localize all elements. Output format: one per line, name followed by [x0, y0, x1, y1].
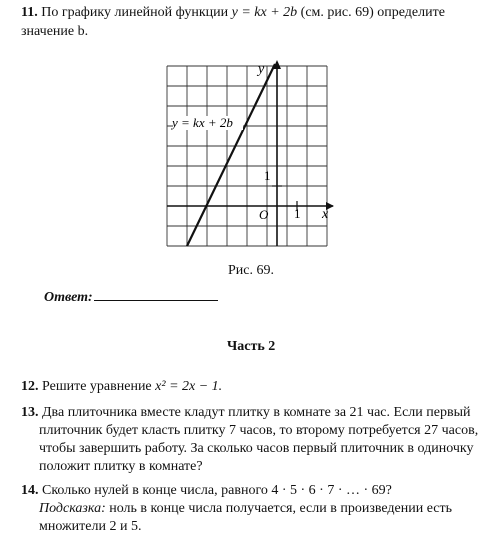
graph-grid: [167, 66, 327, 246]
problem-11-formula: y = kx + 2b: [231, 5, 298, 20]
axis-label-y: y: [258, 62, 265, 77]
x-axis: [167, 202, 334, 210]
problem-13-line-4: положит плитку в комнате?: [39, 459, 203, 474]
problem-12-equation: x² = 2x − 1.: [155, 379, 223, 394]
y-axis: [273, 60, 281, 246]
origin-label: O: [259, 207, 269, 222]
problem-13-line-2: плиточник будет класть плитку 7 часов, то второму потребуется 27 часов,: [39, 423, 479, 438]
problem-11-number: 11.: [21, 5, 38, 20]
hint-text: ноль в конце числа получается, если в произведении есть: [109, 501, 453, 516]
problem-14-hint-line-2: множители 2 и 5.: [39, 519, 142, 534]
problem-14-text: Сколько нулей в конце числа, равного 4 · 5 · 6 · 7 · … · 69?: [42, 483, 392, 498]
figure-caption: Рис. 69.: [228, 263, 274, 278]
problem-12: [21, 378, 222, 395]
answer-line: [94, 300, 218, 301]
tick-label-x: 1: [294, 206, 301, 221]
problem-12-text: Решите уравнение: [42, 379, 152, 394]
problem-13-text-1: Два плиточника вместе кладут плитку в комнате за 21 час. Если первый: [42, 405, 471, 420]
line-label: y = kx + 2b: [172, 115, 233, 130]
problem-13-number: 13.: [21, 405, 39, 420]
problem-13-line-1: [21, 404, 470, 421]
problem-11-text-b: (см. рис. 69) определите: [300, 5, 445, 20]
problem-11-line-2: значение b.: [21, 24, 89, 39]
axis-label-x: x: [322, 207, 329, 222]
tick-label-y: 1: [264, 168, 271, 183]
answer-label: Ответ:: [44, 290, 93, 305]
problem-12-number: 12.: [21, 379, 39, 394]
problem-14-number: 14.: [21, 483, 39, 498]
problem-14-hint: [39, 500, 452, 517]
part-2-title: Часть 2: [227, 339, 276, 354]
hint-label: Подсказка:: [39, 501, 106, 516]
problem-14-line-1: [21, 482, 392, 499]
problem-13-line-3: чтобы завершить работу. За сколько часов первый плиточник в одиночку: [39, 441, 474, 456]
problem-11-text-a: По графику линейной функции: [41, 5, 229, 20]
